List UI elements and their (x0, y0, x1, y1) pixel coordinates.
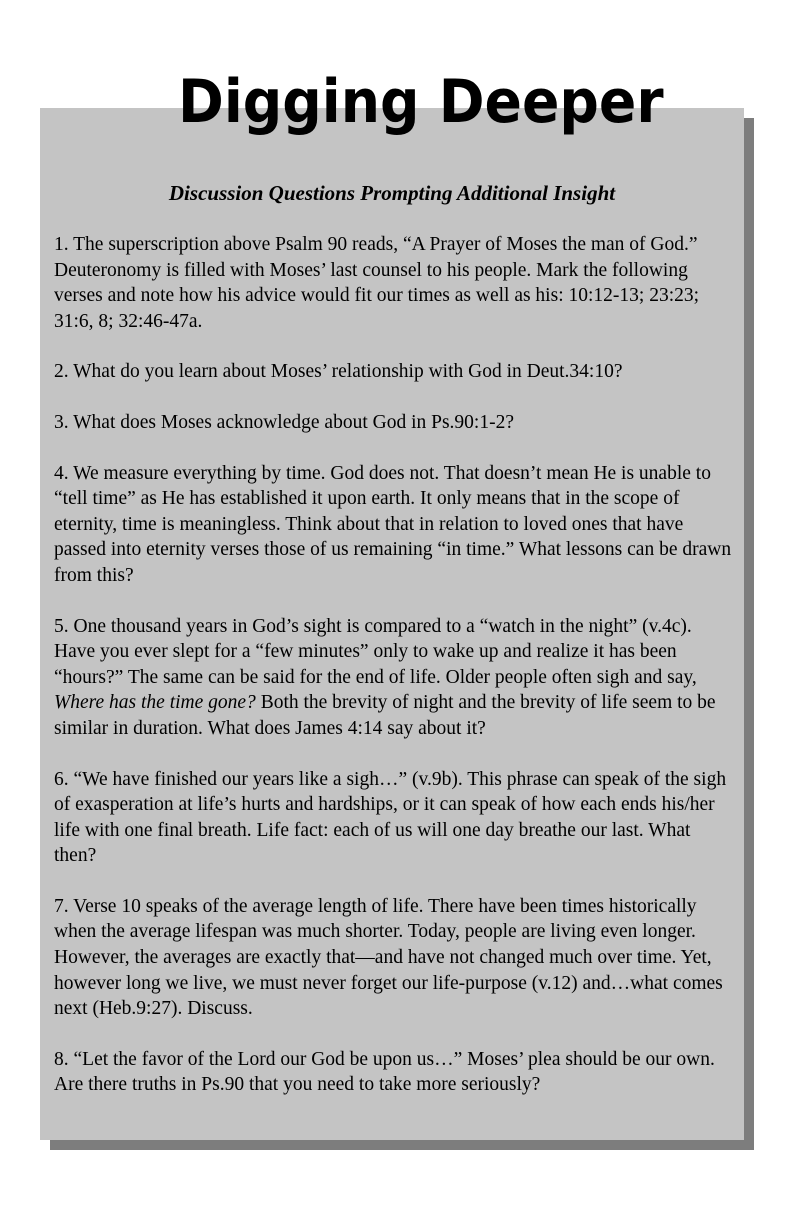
question-2: 2. What do you learn about Moses’ relationship with God in Deut.34:10? (54, 361, 623, 383)
question-3: 3. What does Moses acknowledge about God in Ps.90:1-2? (54, 411, 514, 433)
question-5-italic-phrase: Where has the time gone? (54, 692, 256, 714)
question-6: 6. “We have finished our years like a sigh…” (v.9b). This phrase can speak of the sigh of exasperation at life’s hurts and hardships, or it can speak of how each ends his/her life with one final breath. Life fact: each of us will one day breathe our last. What then? (54, 768, 727, 867)
question-5-text-end: Both the brevity of night and the brevity of life seem to be similar in duration. What does James 4:14 say about it? (54, 692, 716, 739)
question-5-text-start: 5. One thousand years in God’s sight is compared to a “watch in the night” (v.4c). Have you ever slept for a “few minutes” only to wake up and realize it has been “hours?” The same can be said for the end of life. Older people often sigh and say, (54, 615, 697, 688)
question-4: 4. We measure everything by time. God does not. That doesn’t mean He is unable to “tell time” as He has established it upon earth. It only means that in the scope of eternity, time is meaningless. Think about that in relation to loved ones that have passed into eternity verses those of us remaining “in time.” What lessons can be drawn from this? (54, 462, 732, 586)
question-5 (54, 614, 734, 742)
question-7: 7. Verse 10 speaks of the average length of life. There have been times historically when the average lifespan was much shorter. Today, people are living even longer. However, the averages are exactly that—and have not changed much over time. Yet, however long we live, we must never forget our life-purpose (v.12) and…what comes next (Heb.9:27). Discuss. (54, 895, 723, 1020)
page-subtitle: Discussion Questions Prompting Additional Insight (168, 181, 616, 205)
question-8: 8. “Let the favor of the Lord our God be upon us…” Moses’ plea should be our own. Are there truths in Ps.90 that you need to take more seriously? (54, 1048, 715, 1096)
question-list (54, 232, 734, 1123)
question-1: 1. The superscription above Psalm 90 reads, “A Prayer of Moses the man of God.” Deuteronomy is filled with Moses’ last counsel to his people. Mark the following verses and note how his advice would fit our times as well as his: 10:12-13; 23:23; 31:6, 8; 32:46-47a. (54, 234, 700, 332)
page-title: Digging Deeper (178, 67, 664, 137)
